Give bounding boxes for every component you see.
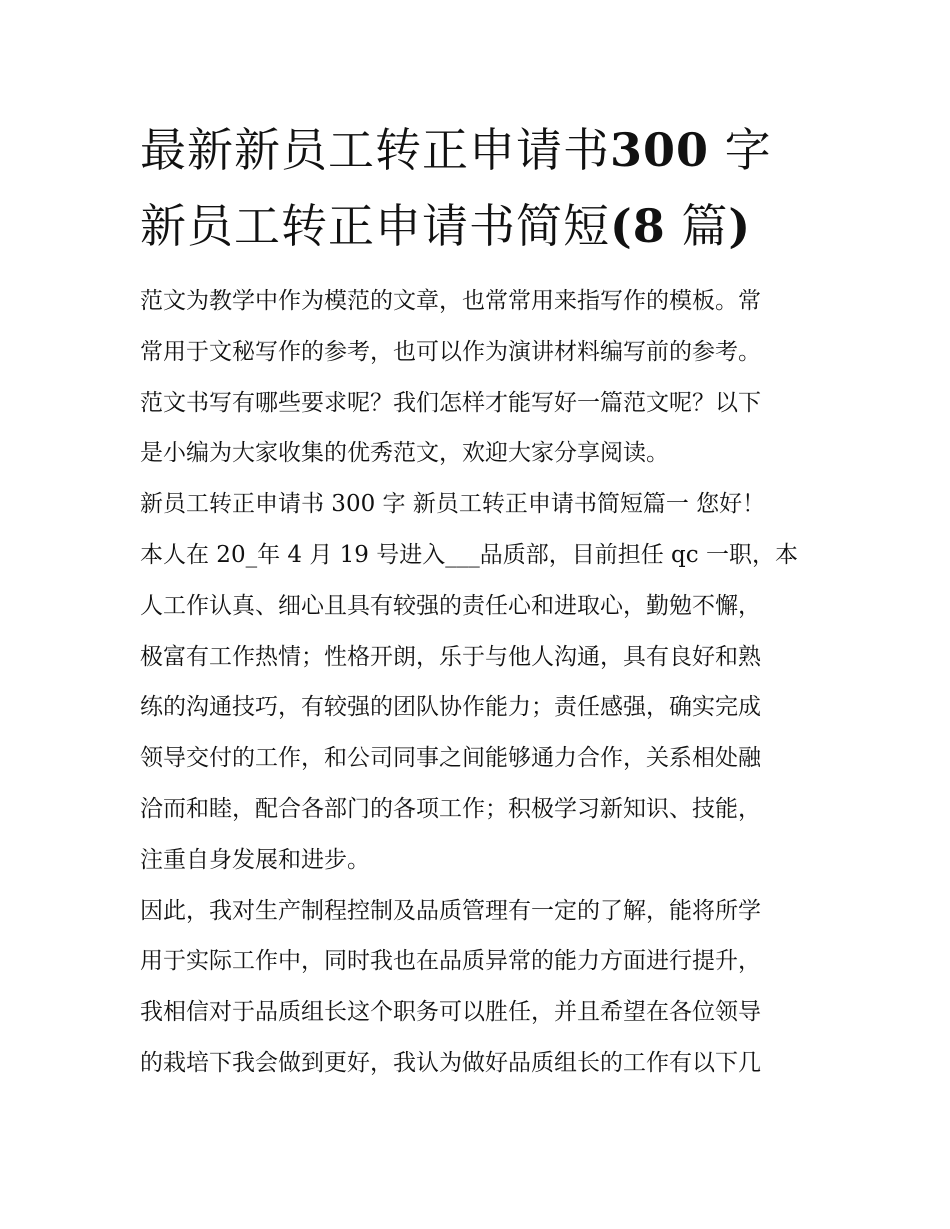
paragraph-intro — [140, 276, 812, 479]
text-line: 新员工转正申请书 300 字 新员工转正申请书简短篇一 您好！ — [140, 491, 766, 518]
text-line: 的栽培下我会做到更好，我认为做好品质组长的工作有以下几 — [140, 1049, 761, 1076]
document-body — [140, 276, 812, 1089]
text-line: 因此，我对生产制程控制及品质管理有一定的了解，能将所学 — [140, 897, 761, 924]
title-line-2 — [140, 188, 812, 264]
text-line: 是小编为大家收集的优秀范文，欢迎大家分享阅读。 — [140, 440, 669, 467]
document-title — [140, 112, 812, 264]
title-text: 新员工转正申请书简短 — [140, 199, 610, 253]
text-line: 我相信对于品质组长这个职务可以胜任，并且希望在各位领导 — [140, 999, 761, 1026]
text-line: 常用于文秘写作的参考，也可以作为演讲材料编写前的参考。 — [140, 338, 761, 365]
text-line: 用于实际工作中，同时我也在品质异常的能力方面进行提升， — [140, 948, 761, 975]
text-line: 洽而和睦，配合各部门的各项工作；积极学习新知识、技能， — [140, 795, 761, 822]
text-line: 范文为教学中作为模范的文章，也常常用来指写作的模板。常 — [140, 288, 761, 314]
title-text: 最新新员工转正申请书 — [140, 123, 610, 177]
title-number: (8 — [610, 199, 666, 253]
text-line: 本人在 20_年 4 月 19 号进入___品质部，目前担任 qc 一职，本 — [140, 541, 798, 568]
paragraph-letter-2 — [140, 886, 812, 1089]
title-text: 篇 — [665, 199, 729, 253]
text-line: 极富有工作热情；性格开朗，乐于与他人沟通，具有良好和熟 — [140, 643, 761, 670]
document-page — [140, 112, 812, 1089]
text-line: 领导交付的工作，和公司同事之间能够通力合作，关系相处融 — [140, 745, 761, 772]
title-number: 300 — [610, 123, 710, 177]
paragraph-letter-1 — [140, 479, 812, 885]
title-paren: ) — [728, 199, 752, 253]
text-line: 人工作认真、细心且具有较强的责任心和进取心，勤勉不懈， — [140, 592, 761, 619]
text-line: 范文书写有哪些要求呢？我们怎样才能写好一篇范文呢？以下 — [140, 389, 761, 416]
text-line: 练的沟通技巧，有较强的团队协作能力；责任感强，确实完成 — [140, 694, 761, 721]
title-line-1 — [140, 112, 812, 188]
text-line: 注重自身发展和进步。 — [140, 846, 370, 873]
title-text: 字 — [709, 123, 772, 177]
